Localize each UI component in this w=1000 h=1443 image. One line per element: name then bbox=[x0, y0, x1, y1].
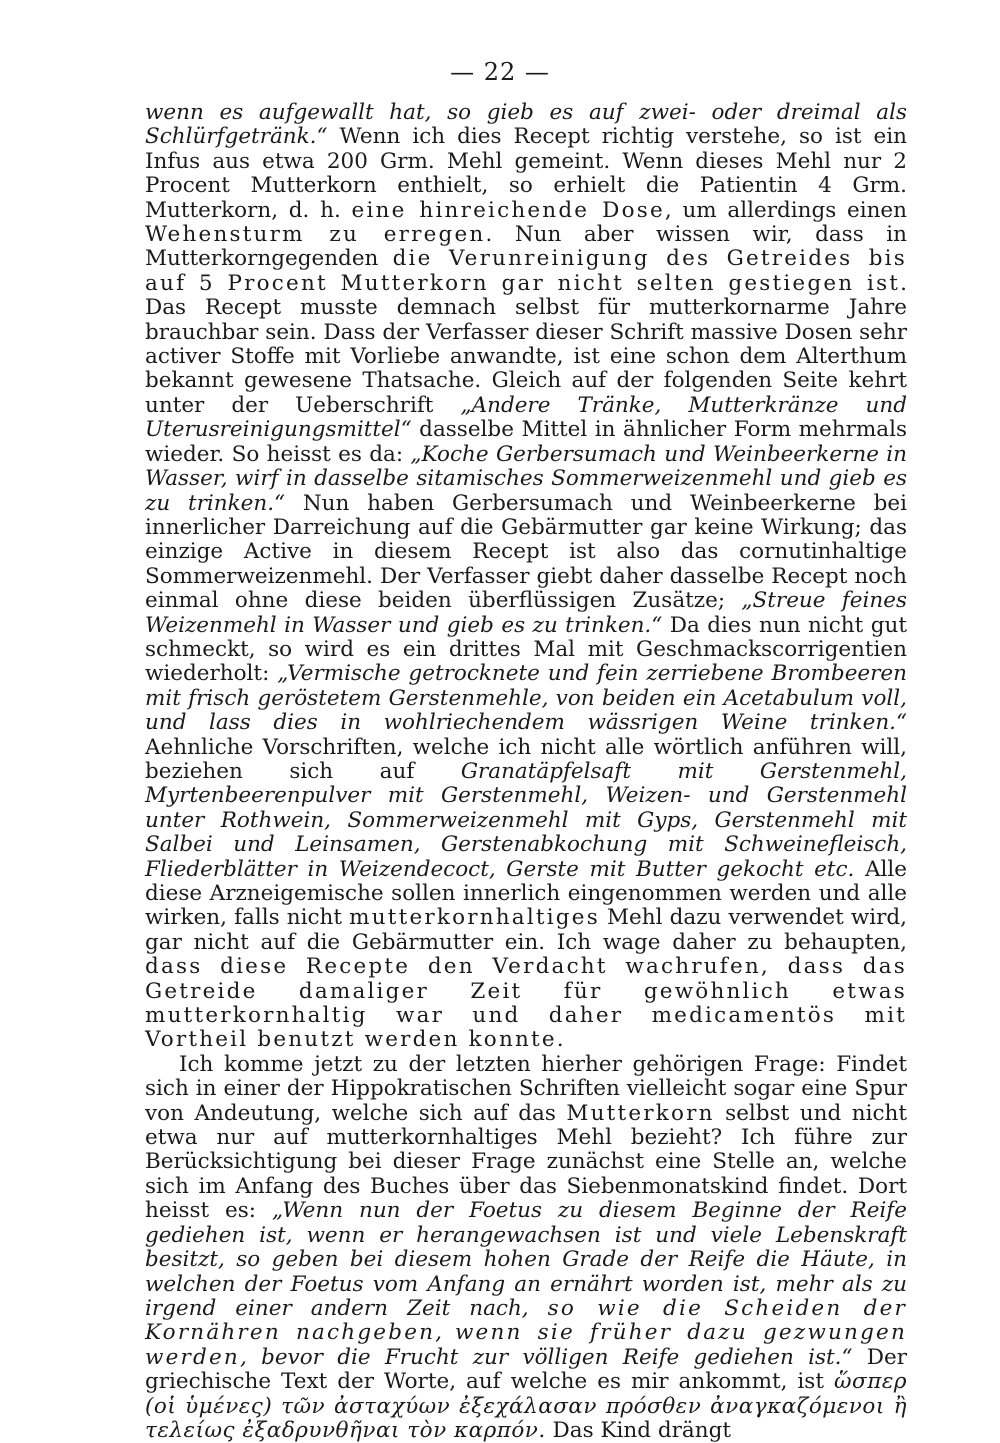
text-run: Alle diese Arzneigemische sollen innerlich eingenommen werden und alle wirken, falls nicht bbox=[145, 856, 907, 931]
text-run: ὥσπερ (οἱ ὑμένες) τῶν ἀσταχύων ἐξεχάλασαν πρόσθεν ἀναγκαζόμενοι ἢ τελείως ἐξαδρυνθῆναι τὸν καρπόν. bbox=[145, 1369, 907, 1443]
text-run: so wie die Scheiden der Kornähren nachgeben bbox=[145, 1295, 907, 1346]
text-run: „Streue feines Weizenmehl in Wasser und gieb es zu trinken.“ bbox=[145, 588, 908, 638]
text-run: Wehensturm zu erregen bbox=[145, 222, 486, 248]
text-run: „Andere Tränke, Mutterkränze und Uterusreinigungsmittel“ bbox=[145, 392, 907, 443]
paragraph-2 bbox=[145, 1053, 907, 1443]
text-run: , bevor die Frucht zur völligen Reife gediehen ist.“ bbox=[239, 1344, 853, 1370]
text-run: Mehl dazu verwendet wird, gar nicht auf die Gebärmutter ein. Ich wage daher zu behaupten, bbox=[145, 905, 907, 955]
body-text bbox=[145, 101, 907, 1443]
text-run: Das Kind drängt bbox=[545, 1417, 731, 1443]
text-run: Mutterkorn bbox=[566, 1100, 715, 1126]
text-run: dass diese Recepte den Verdacht wachrufen, dass das Getreide damaliger Zeit für gewöhnlich etwas mutterkornhaltig war und daher medicamentös mit Vortheil benutzt werden konnte bbox=[145, 954, 907, 1053]
text-run: , um allerdings einen bbox=[664, 197, 907, 223]
text-run: Nun haben Gerbersumach und Weinbeerkerne bei innerlicher Darreichung auf die Gebärmutter gar keine Wirkung; das einzige Active in diesem Recept ist also das cornutinhaltige Sommerweizenmehl. Der Verfasser giebt daher dasselbe Recept noch einmal ohne diese beiden überflüssigen Zusätze; bbox=[145, 490, 907, 614]
text-run: „Vermische getrocknete und fein zerriebene Brombeeren mit frisch geröstetem Gerstenmehle, von beiden ein Acetabulum voll, und lass dies in wohlriechendem wässrigen Weine trinken.“ bbox=[145, 661, 907, 736]
text-run: , bbox=[435, 1320, 455, 1346]
text-run: wenn sie früher dazu gezwungen werden bbox=[145, 1320, 908, 1370]
text-run: mutterkornhaltiges bbox=[349, 905, 600, 931]
text-run: Granatäpfelsaft mit Gerstenmehl, Myrtenbeerenpulver mit Gerstenmehl, Weizen- und Gerstenmehl unter Rothwein, Sommerweizenmehl mit Gyps, Gerstenmehl mit Salbei und Leinsamen, Gerstenabkochung mit Schweinefleisch, Fliederblätter in Weizendecoct, Gerste mit Butter gekocht etc. bbox=[145, 758, 907, 882]
text-run: selbst und nicht etwa nur auf mutterkornhaltiges Mehl bezieht? Ich führe zur Berücksichtigung bei dieser Frage zunächst eine Stelle an, welche sich im Anfang des Buches über das Siebenmonatskind findet. Dort heisst es: bbox=[145, 1100, 907, 1224]
text-run: dasselbe Mittel in ähnlicher Form mehrmals wieder. So heisst es da: bbox=[145, 417, 907, 467]
text-run: . Nun aber wissen wir, dass in Mutterkorngegenden bbox=[145, 222, 907, 272]
text-run: Der griechische Text der Worte, auf welche es mir ankommt, ist bbox=[145, 1344, 907, 1395]
text-run: . Das Recept musste demnach selbst für mutterkornarme Jahre brauchbar sein. Dass der Verfasser dieser Schrift massive Dosen sehr activer Stoffe mit Vorliebe anwandte, ist eine schon dem Alterthum bekannt gewesene Thatsache. Gleich auf der folgenden Seite kehrt unter der Ueberschrift bbox=[145, 270, 908, 418]
text-run: eine hinreichende Dose bbox=[351, 197, 665, 223]
text-run: „Wenn nun der Foetus zu diesem Beginne der Reife gediehen ist, wenn er herangewachsen ist und viele Lebenskraft besitzt, so geben bei diesem hohen Grade der Reife die Häute, in welchen der Foetus vom Anfang an ernährt worden ist, mehr als zu irgend einer andern Zeit nach, bbox=[145, 1198, 907, 1321]
text-run: Aehnliche Vorschriften, welche ich nicht alle wörtlich anführen will, beziehen sich auf bbox=[145, 734, 907, 784]
text-run: . bbox=[556, 1027, 564, 1053]
text-run: wenn es aufgewallt hat, so gieb es auf zwei- oder dreimal als Schlürfgetränk.“ bbox=[145, 100, 907, 150]
text-run: Da dies nun nicht gut schmeckt, so wird es ein drittes Mal mit Geschmackscorrigentien wiederholt: bbox=[145, 612, 907, 687]
text-run: die Verunreinigung des Getreides bis auf 5 Procent Mutterkorn gar nicht selten gestiegen ist bbox=[145, 246, 907, 296]
text-run: Ich komme jetzt zu der letzten hierher gehörigen Frage: Findet sich in einer der Hippokratischen Schriften vielleicht sogar eine Spur von Andeutung, welche sich auf das bbox=[145, 1051, 907, 1126]
page-number: — 22 — bbox=[450, 58, 550, 86]
text-run: Wenn ich dies Recept richtig verstehe, so ist ein Infus aus etwa 200 Grm. Mehl gemeint. Wenn dieses Mehl nur 2 Procent Mutterkorn enthielt, so erhielt die Patientin 4 Grm. Mutterkorn, d. h. bbox=[145, 124, 907, 223]
paragraph-1 bbox=[145, 101, 907, 1053]
text-run: „Koche Gerbersumach und Weinbeerkerne in Wasser, wirf in dasselbe sitamisches Sommerweizenmehl und gieb es zu trinken.“ bbox=[145, 441, 907, 516]
